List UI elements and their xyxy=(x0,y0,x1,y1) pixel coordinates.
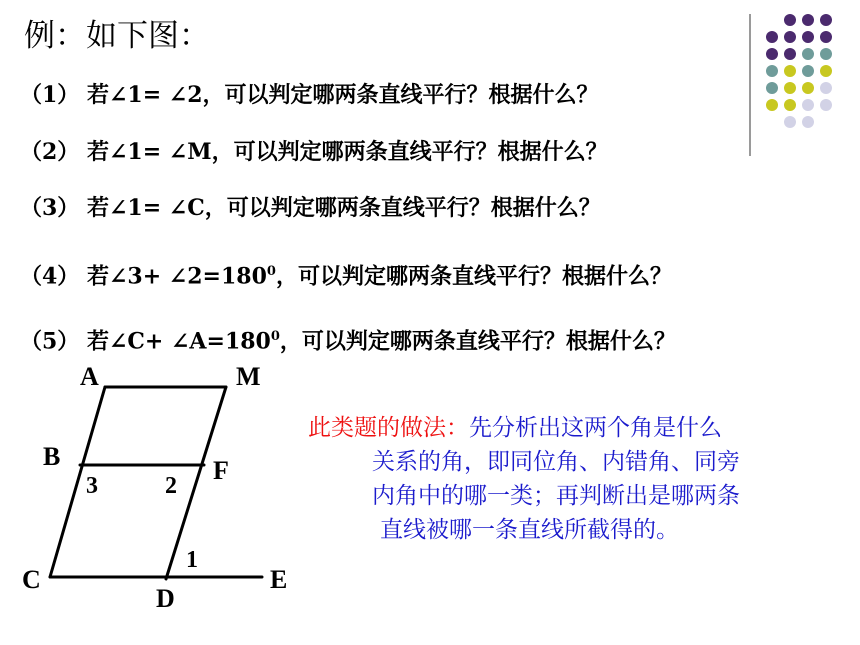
decorative-dot xyxy=(820,65,832,77)
method-heading: 此类题的做法： xyxy=(308,415,469,441)
label-F: F xyxy=(213,456,229,485)
label-D: D xyxy=(156,584,175,613)
method-note xyxy=(308,411,848,547)
decorative-dot xyxy=(784,65,796,77)
decorative-dot xyxy=(766,99,778,111)
decorative-dot xyxy=(820,14,832,26)
decorative-dot xyxy=(784,99,796,111)
decorative-dot xyxy=(802,31,814,43)
label-angle-3: 3 xyxy=(86,473,98,499)
question-2-text: （2） 若∠1= ∠M，可以判定哪两条直线平行？根据什么？ xyxy=(20,139,608,165)
decorative-dot xyxy=(784,82,796,94)
decorative-dot xyxy=(820,82,832,94)
method-line-2: 关系的角，即同位角、内错角、同旁 xyxy=(372,449,740,475)
label-B: B xyxy=(43,442,61,471)
decorative-dot xyxy=(802,14,814,26)
method-line-3: 内角中的哪一类；再判断出是哪两条 xyxy=(372,483,740,509)
decorative-dot xyxy=(802,65,814,77)
decorative-dot xyxy=(802,48,814,60)
label-angle-2: 2 xyxy=(165,473,177,499)
decorative-dot xyxy=(784,31,796,43)
decorative-dot xyxy=(820,48,832,60)
question-4-degree: 0 xyxy=(266,264,276,279)
decorative-dot xyxy=(766,82,778,94)
decorative-dot xyxy=(802,82,814,94)
decorative-dot xyxy=(766,31,778,43)
question-2 xyxy=(20,137,608,167)
decorative-dot xyxy=(802,99,814,111)
question-3 xyxy=(20,193,601,223)
label-A: A xyxy=(80,362,99,391)
question-5-degree: 0 xyxy=(270,329,280,344)
example-title: 例：如下图： xyxy=(24,18,210,54)
decorative-dot xyxy=(784,14,796,26)
question-4-prefix: （4） 若∠3+ ∠2=180 xyxy=(20,263,267,290)
decorative-dot xyxy=(820,31,832,43)
decorative-dot xyxy=(766,65,778,77)
label-E: E xyxy=(270,565,288,594)
label-C: C xyxy=(22,565,41,594)
decorative-dot-grid xyxy=(760,10,860,140)
decorative-divider xyxy=(749,14,751,156)
question-3-text: （3） 若∠1= ∠C，可以判定哪两条直线平行？根据什么？ xyxy=(20,195,601,221)
decorative-dot xyxy=(784,116,796,128)
decorative-dot xyxy=(820,99,832,111)
decorative-dot xyxy=(766,48,778,60)
label-angle-1: 1 xyxy=(186,547,198,573)
question-4 xyxy=(20,257,672,291)
question-5 xyxy=(20,322,676,356)
question-5-prefix: （5） 若∠C+ ∠A=180 xyxy=(20,328,271,355)
label-M: M xyxy=(236,362,261,391)
method-line-1: 先分析出这两个角是什么 xyxy=(469,415,722,441)
decorative-dot xyxy=(784,48,796,60)
question-1 xyxy=(20,80,599,110)
question-1-text: （1） 若∠1= ∠2，可以判定哪两条直线平行？根据什么？ xyxy=(20,82,599,108)
geometry-figure xyxy=(0,355,320,625)
method-line-4: 直线被哪一条直线所截得的。 xyxy=(380,517,679,543)
question-4-suffix: ，可以判定哪两条直线平行？根据什么？ xyxy=(275,263,672,290)
decorative-dot xyxy=(802,116,814,128)
question-5-suffix: ，可以判定哪两条直线平行？根据什么？ xyxy=(279,328,676,355)
